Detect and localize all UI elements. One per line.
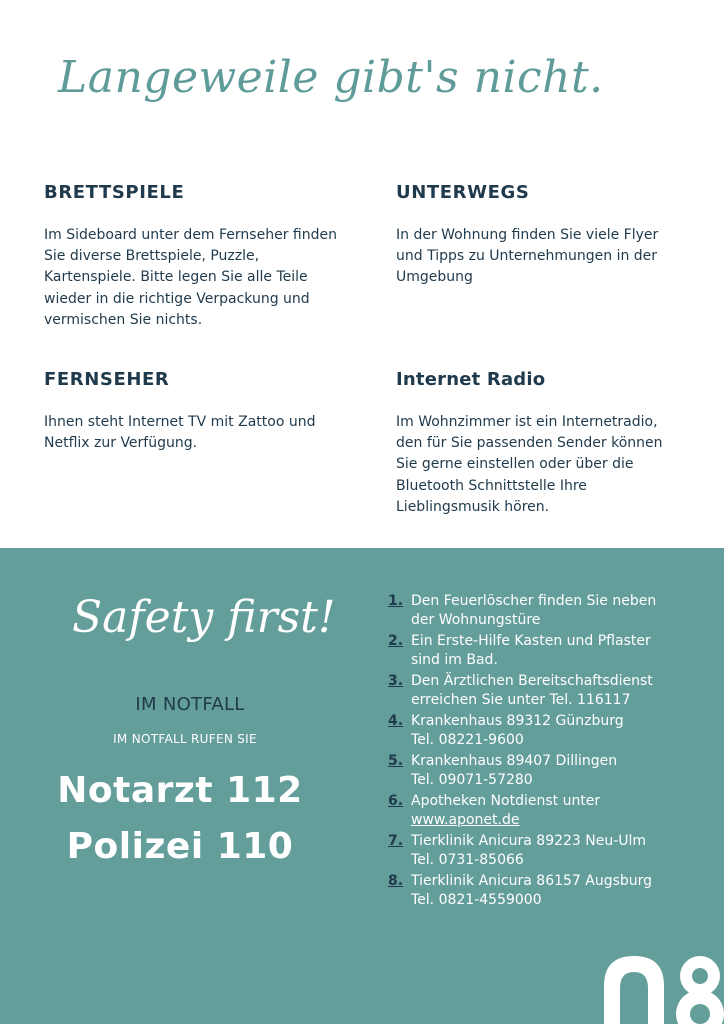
list-number: 6. [388, 793, 404, 809]
list-line: Tel. 09071-57280 [411, 772, 533, 788]
list-number: 3. [388, 673, 404, 689]
emergency-list [388, 592, 708, 912]
list-line: sind im Bad. [411, 652, 498, 668]
list-text [411, 672, 653, 710]
list-item [388, 632, 708, 670]
list-number: 7. [388, 833, 404, 849]
list-item [388, 792, 708, 830]
list-text [411, 752, 617, 790]
aponet-link[interactable]: www.aponet.de [411, 812, 520, 828]
list-line: Tierklinik Anicura 89223 Neu-Ulm [411, 833, 647, 849]
section-title: UNTERWEGS [396, 182, 530, 203]
list-number: 5. [388, 753, 404, 769]
list-line: Krankenhaus 89407 Dillingen [411, 753, 618, 769]
list-number: 8. [388, 873, 404, 889]
list-line: der Wohnungstüre [411, 612, 541, 628]
list-item [388, 712, 708, 750]
list-line: Tel. 0731-85066 [411, 852, 524, 868]
emergency-subheading: IM NOTFALL RUFEN SIE [113, 732, 257, 746]
list-text [411, 872, 652, 910]
section-text: In der Wohnung finden Sie viele Flyer und Tipps zu Unternehmungen in der Umgebung [396, 227, 659, 286]
notarzt-number: Notarzt 112 [57, 770, 303, 811]
list-line: Apotheken Notdienst unter [411, 793, 601, 809]
section-text: Ihnen steht Internet TV mit Zattoo und Netflix zur Verfügung. [44, 414, 316, 452]
script-title: Langeweile gibt's nicht. [58, 52, 604, 103]
section-unterwegs [396, 182, 686, 289]
list-line: Krankenhaus 89312 Günzburg [411, 713, 624, 729]
list-text [411, 712, 624, 750]
list-line: Tel. 08221-9600 [411, 732, 524, 748]
section-text: Im Sideboard unter dem Fernseher finden Sie diverse Brettspiele, Puzzle, Kartenspiele. Bitte legen Sie alle Teile wieder in die richtige Verpackung und vermischen Sie nichts. [44, 227, 337, 328]
logo-mark-icon [600, 948, 724, 1024]
list-line: Tel. 0821-4559000 [411, 892, 542, 908]
emergency-heading: IM NOTFALL [135, 694, 245, 715]
polizei-number: Polizei 110 [66, 826, 294, 867]
list-text [411, 592, 656, 630]
section-text: Im Wohnzimmer ist ein Internetradio, den für Sie passenden Sender können Sie gerne einstellen oder über die Bluetooth Schnittstelle Ihre Lieblingsmusik hören. [396, 414, 663, 515]
list-number: 2. [388, 633, 404, 649]
section-fernseher [44, 369, 344, 454]
list-number: 4. [388, 713, 404, 729]
list-item [388, 752, 708, 790]
list-text [411, 792, 600, 830]
list-item [388, 672, 708, 710]
brand-logo [600, 948, 724, 1024]
list-line: Ein Erste-Hilfe Kasten und Pflaster [411, 633, 651, 649]
list-line: Den Ärztlichen Bereitschaftsdienst [411, 673, 653, 689]
list-item [388, 832, 708, 870]
safety-script-title: Safety first! [72, 592, 336, 643]
section-brettspiele [44, 182, 344, 331]
list-item [388, 872, 708, 910]
section-title: FERNSEHER [44, 369, 170, 390]
list-item [388, 592, 708, 630]
list-line: Tierklinik Anicura 86157 Augsburg [411, 873, 653, 889]
section-title: Internet Radio [396, 369, 546, 390]
safety-section [0, 548, 724, 1024]
list-text [411, 832, 646, 870]
section-title: BRETTSPIELE [44, 182, 185, 203]
list-line: Den Feuerlöscher finden Sie neben [411, 593, 657, 609]
list-number: 1. [388, 593, 404, 609]
section-internet-radio [396, 369, 686, 518]
list-line: erreichen Sie unter Tel. 116117 [411, 692, 631, 708]
list-text [411, 632, 651, 670]
